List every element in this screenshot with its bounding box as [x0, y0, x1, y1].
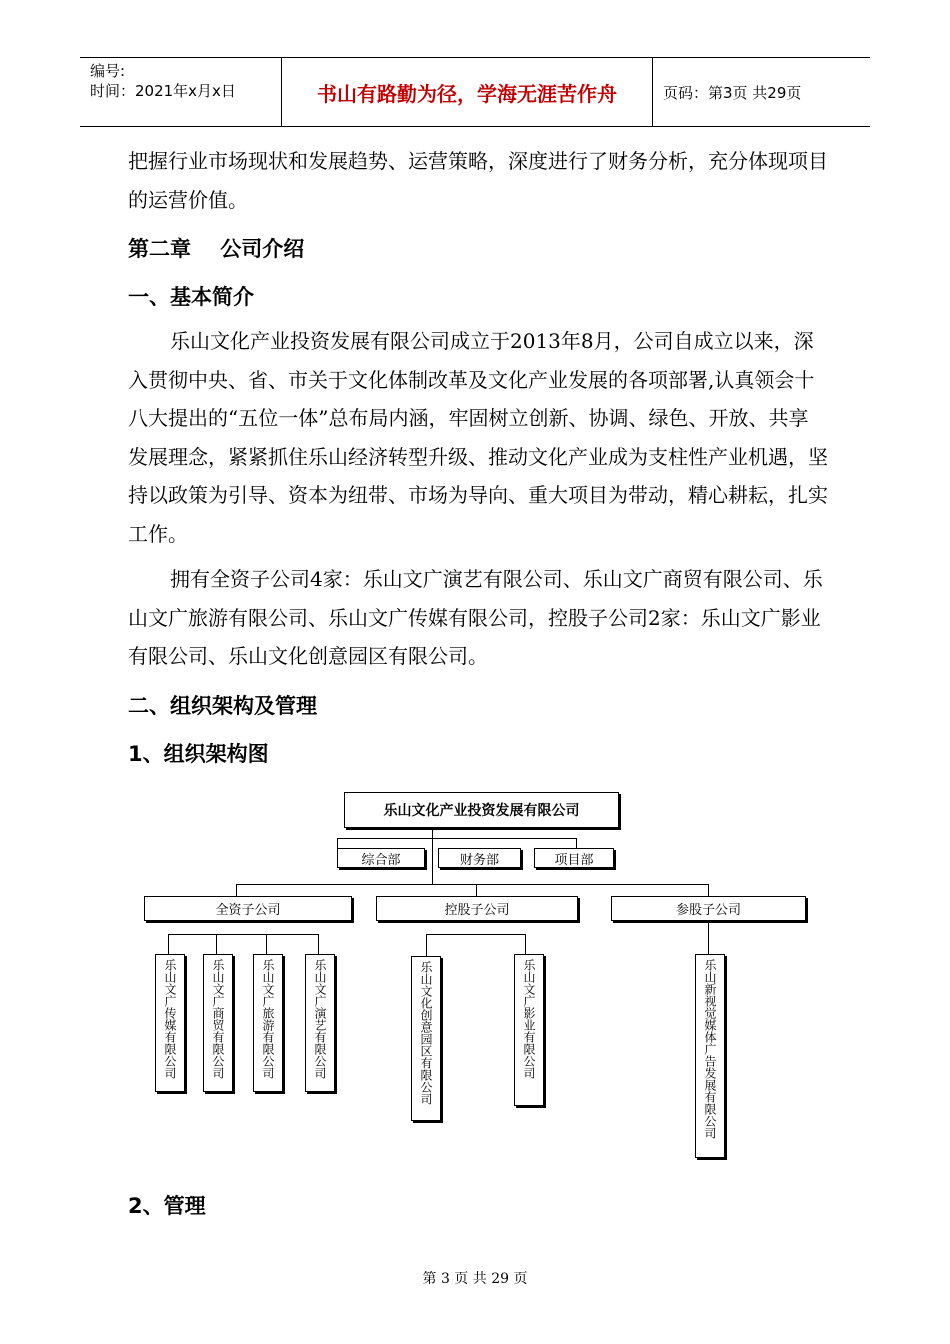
company-box: 乐山新视觉媒体广告发展有限公司 — [695, 954, 725, 1158]
connector — [337, 838, 577, 839]
connector — [236, 884, 709, 885]
connector — [168, 934, 319, 935]
section1-paragraph-1: 乐山文化产业投资发展有限公司成立于2013年8月，公司自成立以来，深入贯彻中央、省、市关于文化体制改革及文化产业发展的各项部署,认真领会十八大提出的“五位一体”总布局内涵，牢固树立创新、协调、绿色、开放、共享发展理念，紧紧抓住乐山经济转型升级、推动文化产业成为支柱性产业机遇，坚持以政策为引导、资本为纽带、市场为导向、重大项目为带动，精心耕耘，扎实工作。 — [128, 329, 828, 546]
connector — [476, 884, 477, 896]
connector — [708, 884, 709, 896]
connector — [426, 934, 526, 935]
section1-paragraph-2: 拥有全资子公司4家：乐山文广演艺有限公司、乐山文广商贸有限公司、乐山文广旅游有限公司、乐山文广传媒有限公司，控股子公司2家：乐山文广影业有限公司、乐山文化创意园区有限公司。 — [128, 567, 823, 668]
group-box-participating: 参股子公司 — [611, 896, 806, 921]
company-box: 乐山文化创意园区有限公司 — [411, 956, 441, 1121]
time-label: 时间：2021年x月x日 — [90, 82, 236, 100]
connector — [216, 934, 217, 954]
connector — [426, 934, 427, 956]
company-box: 乐山文广旅游有限公司 — [253, 954, 283, 1092]
section1-title: 一、基本简介 — [128, 285, 254, 309]
section2-title: 二、组织架构及管理 — [128, 694, 317, 718]
company-box: 乐山文广传媒有限公司 — [155, 954, 185, 1092]
org-root: 乐山文化产业投资发展有限公司 — [344, 792, 619, 828]
header-meta — [80, 58, 282, 126]
sub2-title: 2、管理 — [128, 1194, 206, 1218]
sub1-title: 1、组织架构图 — [128, 742, 269, 766]
chapter-title: 第二章 公司介绍 — [128, 237, 305, 261]
connector — [236, 884, 237, 896]
connector — [525, 934, 526, 954]
page-footer: 第 3 页 共 29 页 — [422, 1271, 528, 1287]
connector — [266, 934, 267, 954]
header-page-label: 页码：第3页 共29页 — [663, 83, 802, 102]
company-box: 乐山文广影业有限公司 — [514, 954, 544, 1106]
company-box: 乐山文广演艺有限公司 — [305, 954, 335, 1092]
group-box-wholly-owned: 全资子公司 — [144, 896, 352, 921]
connector — [168, 934, 169, 954]
connector — [318, 934, 319, 954]
company-box: 乐山文广商贸有限公司 — [203, 954, 233, 1092]
connector — [432, 828, 433, 885]
connector — [708, 920, 709, 954]
dept-box: 综合部 — [337, 848, 425, 868]
header-motto: 书山有路勤为径，学海无涯苦作舟 — [282, 58, 653, 126]
page-header — [80, 57, 870, 127]
intro-paragraph: 把握行业市场现状和发展趋势、运营策略，深度进行了财务分析，充分体现项目的运营价值。 — [128, 149, 828, 212]
dept-box: 项目部 — [534, 848, 614, 868]
number-label: 编号: — [90, 62, 126, 80]
group-box-holding: 控股子公司 — [376, 896, 578, 921]
dept-box: 财务部 — [438, 848, 521, 868]
